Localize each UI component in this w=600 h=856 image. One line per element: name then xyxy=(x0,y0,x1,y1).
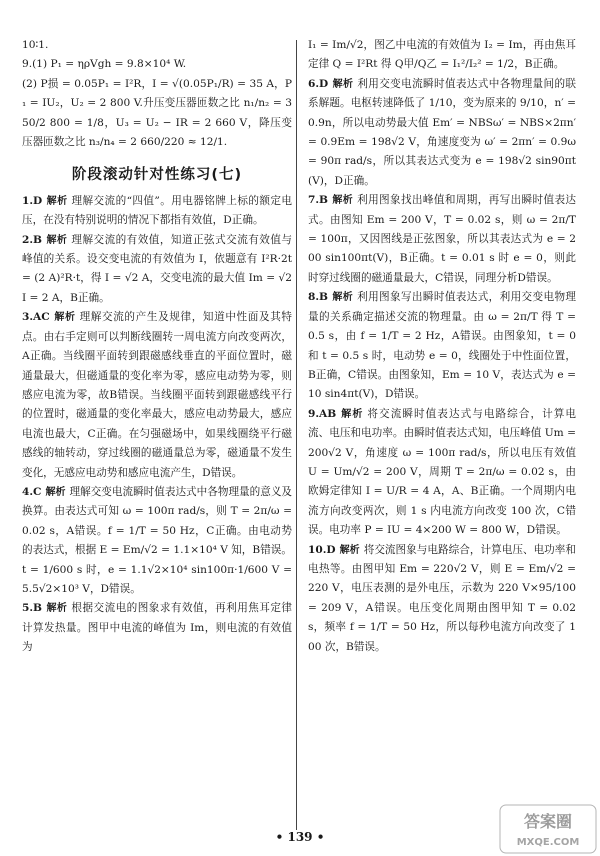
watermark-logo xyxy=(498,803,598,855)
answer-number: 10.D xyxy=(308,543,336,556)
analysis-tag: 解析 xyxy=(340,408,364,420)
answer-text: 根据交流电的图象求有效值，再利用焦耳定律计算发热量。图甲中电流的峰值为 Im，则电流的有效值为 xyxy=(22,602,293,654)
answer-6 xyxy=(308,75,576,191)
answer-number: 3.AC xyxy=(22,311,50,324)
answer-2 xyxy=(22,231,292,309)
answer-text: 理解交变电流瞬时值表达式中各物理量的意义及换算。由表达式可知 ω = 100π rad/s，则 T = 2π/ω = 0.02 s，A错误。f = 1/T = 50 Hz，C正确。由电动势的表达式，根据 E = Em/√2 = 1.1×10⁴ V 知，B错误。t = 1/600 s 时，e = 1.1√2×10⁴ sin100π·1/600 V = 5.5√2×10³ V，D错误。 xyxy=(22,485,293,595)
answer-text: 将交流瞬时值表达式与电路综合，计算电流、电压和电功率。由瞬时值表达式知，电压峰值 Um = 200√2 V，角速度 ω = 100π rad/s，所以电压有效值 U = Um/√2 = 200 V，周期 T = 2π/ω = 0.02 s，由欧姆定律知 I = U/R = 4 A，A、B正确。一个周期内电流方向改变两次，则 1 s 内电流方向改变 100 次，C错误。电功率 P = IU = 4×200 W = 800 W，D错误。 xyxy=(308,407,577,537)
analysis-tag: 解析 xyxy=(46,603,68,615)
left-paragraph-2: (2) P损 = 0.05P₁ = I²R，I = √(0.05P₁/R) = 35 A，P₁ = IU₂，U₂ = 2 800 V.升压变压器匝数之比 n₁/n₂ = 350/2 800 = 1/8，U₃ = U₂ − IR = 2 660 V，降压变压器匝数之比 n₃/n₄ = 2 660/220 ≈ 12/1. xyxy=(22,77,292,149)
analysis-tag: 解析 xyxy=(46,234,68,246)
analysis-tag: 解析 xyxy=(53,312,76,324)
answer-number: 5.B xyxy=(22,602,43,615)
answer-8 xyxy=(308,288,576,404)
answer-text: 理解交流的有效值，知道正弦式交流有效值与峰值的关系。设交变电流的有效值为 I，依题意有 I²R·2t = (2 A)²R·t，得 I = √2 A，交变电流的最大值 Im = √2 I = 2 A，B正确。 xyxy=(22,233,293,304)
analysis-tag: 解析 xyxy=(45,486,66,498)
analysis-tag: 解析 xyxy=(332,78,354,90)
right-paragraph-0: I₁ = Im/√2，图乙中电流的有效值为 I₂ = Im，再由焦耳定律 Q = I²Rt 得 Q甲/Q乙 = I₁²/I₂² = 1/2，B正确。 xyxy=(308,39,576,71)
answer-number: 6.D xyxy=(308,77,329,90)
answer-5 xyxy=(22,599,292,657)
answer-7 xyxy=(308,191,576,288)
answer-number: 7.B xyxy=(308,194,329,207)
answer-3 xyxy=(22,308,292,483)
analysis-tag: 解析 xyxy=(46,195,68,207)
analysis-tag: 解析 xyxy=(332,292,354,304)
analysis-tag: 解析 xyxy=(339,544,360,556)
answer-number: 8.B xyxy=(308,291,329,304)
answer-text: 理解交流的“四值”。用电器铭牌上标的额定电压，在没有特别说明的情况下都指有效值，D正确。 xyxy=(22,194,292,227)
page-number: • 139 • xyxy=(275,830,325,844)
answer-text: 利用图象写出瞬时值表达式，利用交变电物理量的关系确定描述交流的物理量。由 ω = 2π/T 得 T = 0.5 s，由 f = 1/T = 2 Hz，A错误。由图象知，t = 0 和 t = 0.5 s 时，电动势 e = 0，线圈处于中性面位置，B正确，C错误。由图象知，Em = 10 V，表达式为 e = 10 sin4πt(V)，D错误。 xyxy=(308,291,577,401)
svg-text:答案圈: 答案圈 xyxy=(523,812,573,831)
answer-text: 利用图象找出峰值和周期，再写出瞬时值表达式。由图知 Em = 200 V，T = 0.02 s，则 ω = 2π/T = 100π，又因图线是正弦图象，所以其表达式为 e = 200 sin100πt(V)，B正确。t = 0.01 s 时 e = 0，则此时穿过线圈的磁通量最大，C错误，同理分析D错误。 xyxy=(308,194,577,284)
left-paragraph-0: 10∶1. xyxy=(22,39,49,51)
answer-9 xyxy=(308,405,576,541)
section-title: 阶段滚动针对性练习(七) xyxy=(71,167,243,184)
answer-number: 1.D xyxy=(22,194,43,207)
answer-4 xyxy=(22,483,292,599)
answer-1 xyxy=(22,192,292,231)
answer-text: 利用交变电流瞬时值表达式中各物理量间的联系解题。电枢转速降低了 1/10，变为原来的 9/10，n′ = 0.9n，所以电动势最大值 Em′ = NBSω′ = NBS×2πn′ = 0.9Em = 198√2 V，角速度变为 ω′ = 2πn′ = 0.9ω = 90π rad/s，所以其表达式变为 e = 198√2 sin90πt(V)，D正确。 xyxy=(308,77,577,187)
left-column xyxy=(22,36,292,658)
answer-number: 4.C xyxy=(22,485,42,498)
left-paragraph-1: 9.(1) P₁ = ηρVgh = 9.8×10⁴ W. xyxy=(22,58,187,71)
analysis-tag: 解析 xyxy=(332,195,354,207)
right-column xyxy=(308,36,576,657)
column-divider xyxy=(296,40,297,830)
svg-text:MXQE.COM: MXQE.COM xyxy=(516,837,580,848)
answer-10 xyxy=(308,541,576,657)
answer-text: 将交流图象与电路综合，计算电压、电功率和电热等。由图甲知 Em = 220√2 V，则 E = Em/√2 = 220 V，电压表测的是外电压，示数为 220 V×95/100 = 209 V，A错误。电压变化周期由图甲知 T = 0.02 s，频率 f = 1/T = 50 Hz，所以每秒电流方向改变了 100 次，B错误。 xyxy=(308,543,577,653)
answer-text: 理解交流的产生及规律，知道中性面及其特点。由右手定则可以判断线圈转一周电流方向改变两次，A正确。当线圈平面转到跟磁感线垂直的平面位置时，磁通量最大，但磁通量的变化率为零，感应电动势为零，则感应电流为零，故B错误。当线圈平面转到跟磁感线平行的位置时，磁通量的变化率最大，感应电动势最大，感应电流也最大，C正确。在匀强磁场中，如果线圈绕平行磁感线的轴转动，穿过线圈的磁通量总为零，磁通量不发生变化，无感应电动势和感应电流产生，D错误。 xyxy=(22,311,293,479)
answer-number: 9.AB xyxy=(308,407,337,420)
answer-number: 2.B xyxy=(22,233,43,246)
